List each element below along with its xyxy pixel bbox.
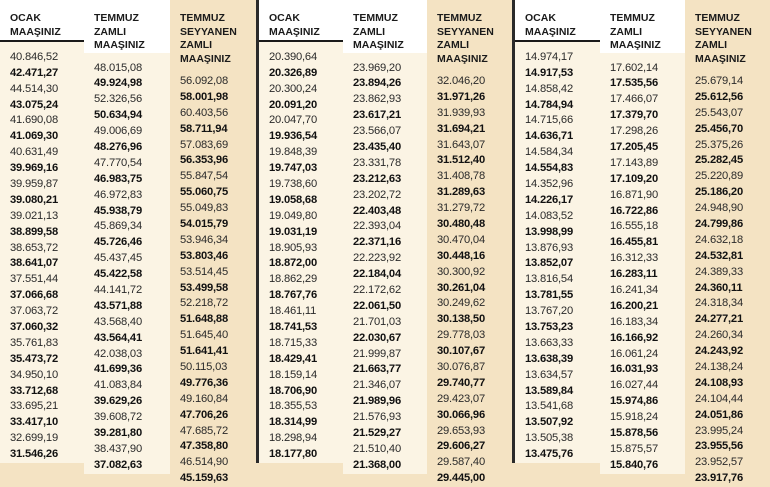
table-cell: 52.218,72 bbox=[180, 297, 228, 310]
table-cell: 30.066,96 bbox=[437, 408, 485, 421]
table-cell: 31.408,78 bbox=[437, 170, 485, 183]
table-cell: 16.166,92 bbox=[610, 331, 658, 344]
table-cell: 17.466,07 bbox=[610, 93, 658, 106]
table-cell: 25.220,89 bbox=[695, 170, 743, 183]
table-cell: 30.470,04 bbox=[437, 233, 485, 246]
table-cell: 13.634,57 bbox=[525, 368, 573, 381]
table-cell: 24.104,44 bbox=[695, 392, 743, 405]
table-cell: 38.641,07 bbox=[10, 257, 58, 270]
table-cell: 24.277,21 bbox=[695, 313, 743, 326]
table-cell: 23.917,76 bbox=[695, 472, 743, 485]
table-cell: 14.226,17 bbox=[525, 193, 573, 206]
table-cell: 29.778,03 bbox=[437, 329, 485, 342]
table-cell: 29.445,00 bbox=[437, 472, 485, 485]
cell-list bbox=[685, 66, 770, 487]
table-cell: 20.300,24 bbox=[269, 82, 317, 95]
column-header-seyyanen: TEMMUZ SEYYANEN ZAMLI MAAŞINIZ bbox=[685, 0, 770, 66]
table-cell: 18.159,14 bbox=[269, 368, 317, 381]
table-cell: 50.634,94 bbox=[94, 109, 142, 122]
table-cell: 19.738,60 bbox=[269, 177, 317, 190]
table-cell: 51.648,88 bbox=[180, 313, 228, 326]
cell-list bbox=[600, 53, 685, 474]
table-cell: 16.031,93 bbox=[610, 363, 658, 376]
table-cell: 34.950,10 bbox=[10, 368, 58, 381]
table-cell: 17.535,56 bbox=[610, 77, 658, 90]
table-cell: 58.001,98 bbox=[180, 90, 228, 103]
column-header-temmuz: TEMMUZ ZAMLI MAAŞINIZ bbox=[343, 0, 427, 53]
table-cell: 14.715,66 bbox=[525, 114, 573, 127]
table-cell: 31.939,93 bbox=[437, 106, 485, 119]
table-cell: 16.871,90 bbox=[610, 188, 658, 201]
table-cell: 41.083,84 bbox=[94, 379, 142, 392]
table-cell: 17.602,14 bbox=[610, 61, 658, 74]
column-header-seyyanen: TEMMUZ SEYYANEN ZAMLI MAAŞINIZ bbox=[427, 0, 512, 66]
table-cell: 23.202,72 bbox=[353, 188, 401, 201]
column-seyyanen bbox=[685, 0, 770, 485]
table-cell: 14.584,34 bbox=[525, 146, 573, 159]
table-cell: 14.917,53 bbox=[525, 66, 573, 79]
table-cell: 49.160,84 bbox=[180, 392, 228, 405]
table-cell: 32.699,19 bbox=[10, 432, 58, 445]
table-cell: 46.514,90 bbox=[180, 456, 228, 469]
table-cell: 45.422,58 bbox=[94, 268, 142, 281]
column-header-temmuz: TEMMUZ ZAMLI MAAŞINIZ bbox=[84, 0, 170, 53]
table-cell: 13.852,07 bbox=[525, 257, 573, 270]
table-cell: 56.353,96 bbox=[180, 154, 228, 167]
table-cell: 19.058,68 bbox=[269, 193, 317, 206]
table-cell: 30.076,87 bbox=[437, 361, 485, 374]
column-ocak bbox=[0, 0, 84, 463]
table-cell: 24.532,81 bbox=[695, 249, 743, 262]
table-cell: 41.699,36 bbox=[94, 363, 142, 376]
table-cell: 46.983,75 bbox=[94, 172, 142, 185]
table-cell: 25.456,70 bbox=[695, 122, 743, 135]
table-cell: 57.083,69 bbox=[180, 138, 228, 151]
table-cell: 35.473,72 bbox=[10, 352, 58, 365]
table-cell: 20.091,20 bbox=[269, 98, 317, 111]
table-cell: 53.514,45 bbox=[180, 265, 228, 278]
table-cell: 38.653,72 bbox=[10, 241, 58, 254]
table-cell: 60.403,56 bbox=[180, 106, 228, 119]
table-cell: 45.938,79 bbox=[94, 204, 142, 217]
table-cell: 29.653,93 bbox=[437, 424, 485, 437]
table-cell: 49.924,98 bbox=[94, 77, 142, 90]
table-cell: 16.183,34 bbox=[610, 315, 658, 328]
table-cell: 19.031,19 bbox=[269, 225, 317, 238]
table-cell: 39.080,21 bbox=[10, 193, 58, 206]
table-cell: 21.368,00 bbox=[353, 458, 401, 471]
table-cell: 25.282,45 bbox=[695, 154, 743, 167]
table-cell: 33.417,10 bbox=[10, 416, 58, 429]
table-group-2 bbox=[259, 0, 512, 485]
table-cell: 23.969,20 bbox=[353, 61, 401, 74]
table-cell: 13.638,39 bbox=[525, 352, 573, 365]
table-cell: 13.475,76 bbox=[525, 448, 573, 461]
table-cell: 31.289,63 bbox=[437, 186, 485, 199]
table-cell: 23.212,63 bbox=[353, 172, 401, 185]
table-cell: 16.722,86 bbox=[610, 204, 658, 217]
table-cell: 40.631,49 bbox=[10, 146, 58, 159]
table-cell: 47.770,54 bbox=[94, 156, 142, 169]
table-cell: 29.606,27 bbox=[437, 440, 485, 453]
table-cell: 13.998,99 bbox=[525, 225, 573, 238]
cell-list bbox=[170, 66, 256, 487]
table-cell: 16.061,24 bbox=[610, 347, 658, 360]
table-cell: 37.066,68 bbox=[10, 289, 58, 302]
table-cell: 23.617,21 bbox=[353, 109, 401, 122]
table-cell: 16.455,81 bbox=[610, 236, 658, 249]
table-cell: 38.899,58 bbox=[10, 225, 58, 238]
table-cell: 33.695,21 bbox=[10, 400, 58, 413]
table-cell: 22.172,62 bbox=[353, 283, 401, 296]
table-cell: 18.429,41 bbox=[269, 352, 317, 365]
table-cell: 23.566,07 bbox=[353, 125, 401, 138]
table-cell: 29.587,40 bbox=[437, 456, 485, 469]
table-cell: 21.510,40 bbox=[353, 442, 401, 455]
column-header-ocak: OCAK MAAŞINIZ bbox=[259, 0, 343, 40]
table-cell: 39.959,87 bbox=[10, 177, 58, 190]
table-cell: 14.554,83 bbox=[525, 162, 573, 175]
column-temmuz bbox=[84, 0, 170, 471]
table-cell: 48.276,96 bbox=[94, 140, 142, 153]
table-cell: 17.143,89 bbox=[610, 156, 658, 169]
table-cell: 24.948,90 bbox=[695, 202, 743, 215]
table-cell: 23.331,78 bbox=[353, 156, 401, 169]
table-group-3 bbox=[515, 0, 770, 485]
table-cell: 16.027,44 bbox=[610, 379, 658, 392]
table-cell: 14.858,42 bbox=[525, 82, 573, 95]
table-cell: 13.753,23 bbox=[525, 320, 573, 333]
table-cell: 21.576,93 bbox=[353, 411, 401, 424]
table-cell: 13.541,68 bbox=[525, 400, 573, 413]
table-cell: 45.726,46 bbox=[94, 236, 142, 249]
table-cell: 19.848,39 bbox=[269, 146, 317, 159]
table-cell: 53.499,58 bbox=[180, 281, 228, 294]
table-cell: 30.480,48 bbox=[437, 218, 485, 231]
table-cell: 40.846,52 bbox=[10, 50, 58, 63]
table-cell: 18.862,29 bbox=[269, 273, 317, 286]
table-cell: 51.641,41 bbox=[180, 345, 228, 358]
table-cell: 32.046,20 bbox=[437, 75, 485, 87]
cell-list bbox=[427, 66, 512, 487]
table-cell: 31.643,07 bbox=[437, 138, 485, 151]
table-cell: 21.346,07 bbox=[353, 379, 401, 392]
table-cell: 20.047,70 bbox=[269, 114, 317, 127]
table-cell: 52.326,56 bbox=[94, 93, 142, 106]
column-seyyanen bbox=[427, 0, 512, 485]
table-cell: 43.568,40 bbox=[94, 315, 142, 328]
table-cell: 30.300,92 bbox=[437, 265, 485, 278]
table-cell: 18.355,53 bbox=[269, 400, 317, 413]
table-cell: 23.894,26 bbox=[353, 77, 401, 90]
table-cell: 14.784,94 bbox=[525, 98, 573, 111]
table-cell: 13.505,38 bbox=[525, 432, 573, 445]
table-cell: 24.108,93 bbox=[695, 376, 743, 389]
cell-list bbox=[0, 42, 84, 463]
table-cell: 16.241,34 bbox=[610, 283, 658, 296]
column-temmuz bbox=[600, 0, 685, 471]
cell-list bbox=[259, 42, 343, 463]
table-cell: 30.249,62 bbox=[437, 297, 485, 310]
table-cell: 45.869,34 bbox=[94, 220, 142, 233]
table-cell: 13.876,93 bbox=[525, 241, 573, 254]
table-cell: 44.141,72 bbox=[94, 283, 142, 296]
table-cell: 16.283,11 bbox=[610, 268, 658, 281]
table-cell: 21.989,96 bbox=[353, 395, 401, 408]
table-cell: 21.999,87 bbox=[353, 347, 401, 360]
table-cell: 21.663,77 bbox=[353, 363, 401, 376]
table-cell: 25.679,14 bbox=[695, 75, 743, 87]
table-cell: 16.312,33 bbox=[610, 252, 658, 265]
table-cell: 39.629,26 bbox=[94, 395, 142, 408]
table-cell: 18.715,33 bbox=[269, 336, 317, 349]
table-cell: 18.872,00 bbox=[269, 257, 317, 270]
table-cell: 45.437,45 bbox=[94, 252, 142, 265]
table-cell: 29.423,07 bbox=[437, 392, 485, 405]
table-cell: 24.318,34 bbox=[695, 297, 743, 310]
table-cell: 50.115,03 bbox=[180, 361, 228, 374]
table-cell: 19.049,80 bbox=[269, 209, 317, 222]
table-cell: 25.543,07 bbox=[695, 106, 743, 119]
table-cell: 49.776,36 bbox=[180, 376, 228, 389]
cell-list bbox=[515, 42, 600, 463]
table-cell: 18.461,11 bbox=[269, 305, 317, 318]
table-cell: 47.358,80 bbox=[180, 440, 228, 453]
column-ocak bbox=[259, 0, 343, 463]
table-cell: 23.995,24 bbox=[695, 424, 743, 437]
table-cell: 20.326,89 bbox=[269, 66, 317, 79]
table-cell: 22.184,04 bbox=[353, 268, 401, 281]
table-cell: 38.437,90 bbox=[94, 442, 142, 455]
table-cell: 24.051,86 bbox=[695, 408, 743, 421]
table-cell: 15.878,56 bbox=[610, 426, 658, 439]
table-cell: 24.260,34 bbox=[695, 329, 743, 342]
table-cell: 39.608,72 bbox=[94, 411, 142, 424]
table-cell: 22.223,92 bbox=[353, 252, 401, 265]
table-cell: 24.243,92 bbox=[695, 345, 743, 358]
table-cell: 22.403,48 bbox=[353, 204, 401, 217]
table-cell: 16.200,21 bbox=[610, 299, 658, 312]
table-cell: 13.589,84 bbox=[525, 384, 573, 397]
table-cell: 18.767,76 bbox=[269, 289, 317, 302]
table-group-1 bbox=[0, 0, 256, 485]
table-cell: 24.632,18 bbox=[695, 233, 743, 246]
table-cell: 21.529,27 bbox=[353, 426, 401, 439]
table-cell: 18.741,53 bbox=[269, 320, 317, 333]
table-cell: 35.761,83 bbox=[10, 336, 58, 349]
table-cell: 47.685,72 bbox=[180, 424, 228, 437]
table-cell: 25.612,56 bbox=[695, 90, 743, 103]
column-header-ocak: OCAK MAAŞINIZ bbox=[515, 0, 600, 40]
table-cell: 24.389,33 bbox=[695, 265, 743, 278]
table-cell: 54.015,79 bbox=[180, 218, 228, 231]
table-cell: 17.109,20 bbox=[610, 172, 658, 185]
table-cell: 14.636,71 bbox=[525, 130, 573, 143]
table-cell: 39.021,13 bbox=[10, 209, 58, 222]
table-cell: 22.371,16 bbox=[353, 236, 401, 249]
table-cell: 15.974,86 bbox=[610, 395, 658, 408]
cell-list bbox=[84, 53, 170, 474]
table-cell: 14.352,96 bbox=[525, 177, 573, 190]
table-cell: 23.955,56 bbox=[695, 440, 743, 453]
table-cell: 30.261,04 bbox=[437, 281, 485, 294]
table-cell: 31.546,26 bbox=[10, 448, 58, 461]
table-cell: 22.061,50 bbox=[353, 299, 401, 312]
table-cell: 41.690,08 bbox=[10, 114, 58, 127]
table-cell: 31.512,40 bbox=[437, 154, 485, 167]
table-cell: 55.060,75 bbox=[180, 186, 228, 199]
table-cell: 13.816,54 bbox=[525, 273, 573, 286]
table-cell: 47.706,26 bbox=[180, 408, 228, 421]
table-cell: 42.471,27 bbox=[10, 66, 58, 79]
table-cell: 44.514,30 bbox=[10, 82, 58, 95]
table-cell: 37.551,44 bbox=[10, 273, 58, 286]
table-cell: 51.645,40 bbox=[180, 329, 228, 342]
table-cell: 14.974,17 bbox=[525, 50, 573, 63]
table-cell: 20.390,64 bbox=[269, 50, 317, 63]
table-cell: 55.847,54 bbox=[180, 170, 228, 183]
table-cell: 13.507,92 bbox=[525, 416, 573, 429]
table-cell: 16.555,18 bbox=[610, 220, 658, 233]
table-cell: 53.946,34 bbox=[180, 233, 228, 246]
table-cell: 30.448,16 bbox=[437, 249, 485, 262]
table-cell: 18.298,94 bbox=[269, 432, 317, 445]
table-cell: 49.006,69 bbox=[94, 125, 142, 138]
table-cell: 18.314,99 bbox=[269, 416, 317, 429]
table-cell: 23.435,40 bbox=[353, 140, 401, 153]
table-cell: 25.186,20 bbox=[695, 186, 743, 199]
table-cell: 15.840,76 bbox=[610, 458, 658, 471]
table-cell: 18.706,90 bbox=[269, 384, 317, 397]
table-cell: 22.393,04 bbox=[353, 220, 401, 233]
table-cell: 13.767,20 bbox=[525, 305, 573, 318]
table-cell: 46.972,83 bbox=[94, 188, 142, 201]
table-cell: 43.564,41 bbox=[94, 331, 142, 344]
cell-list bbox=[343, 53, 427, 474]
table-cell: 39.969,16 bbox=[10, 162, 58, 175]
table-cell: 58.711,94 bbox=[180, 122, 228, 135]
table-cell: 42.038,03 bbox=[94, 347, 142, 360]
table-cell: 21.701,03 bbox=[353, 315, 401, 328]
table-cell: 39.281,80 bbox=[94, 426, 142, 439]
table-cell: 24.138,24 bbox=[695, 361, 743, 374]
table-cell: 17.379,70 bbox=[610, 109, 658, 122]
table-cell: 18.177,80 bbox=[269, 448, 317, 461]
table-cell: 53.803,46 bbox=[180, 249, 228, 262]
column-header-temmuz: TEMMUZ ZAMLI MAAŞINIZ bbox=[600, 0, 685, 53]
table-cell: 24.360,11 bbox=[695, 281, 743, 294]
table-cell: 43.075,24 bbox=[10, 98, 58, 111]
table-cell: 15.875,57 bbox=[610, 442, 658, 455]
table-cell: 33.712,68 bbox=[10, 384, 58, 397]
column-header-ocak: OCAK MAAŞINIZ bbox=[0, 0, 84, 40]
table-cell: 13.663,33 bbox=[525, 336, 573, 349]
table-cell: 30.107,67 bbox=[437, 345, 485, 358]
table-cell: 48.015,08 bbox=[94, 61, 142, 74]
column-ocak bbox=[515, 0, 600, 463]
table-cell: 23.952,57 bbox=[695, 456, 743, 469]
table-cell: 14.083,52 bbox=[525, 209, 573, 222]
table-cell: 37.082,63 bbox=[94, 458, 142, 471]
table-cell: 37.063,72 bbox=[10, 305, 58, 318]
table-cell: 31.694,21 bbox=[437, 122, 485, 135]
table-cell: 18.905,93 bbox=[269, 241, 317, 254]
column-header-seyyanen: TEMMUZ SEYYANEN ZAMLI MAAŞINIZ bbox=[170, 0, 256, 66]
table-cell: 13.781,55 bbox=[525, 289, 573, 302]
table-cell: 24.799,86 bbox=[695, 218, 743, 231]
table-cell: 56.092,08 bbox=[180, 75, 228, 87]
table-cell: 30.138,50 bbox=[437, 313, 485, 326]
table-cell: 55.049,83 bbox=[180, 202, 228, 215]
table-cell: 45.159,63 bbox=[180, 472, 228, 485]
table-cell: 15.918,24 bbox=[610, 411, 658, 424]
column-temmuz bbox=[343, 0, 427, 471]
column-seyyanen bbox=[170, 0, 256, 485]
table-cell: 17.298,26 bbox=[610, 125, 658, 138]
table-cell: 19.747,03 bbox=[269, 162, 317, 175]
table-cell: 19.936,54 bbox=[269, 130, 317, 143]
table-cell: 22.030,67 bbox=[353, 331, 401, 344]
table-cell: 43.571,88 bbox=[94, 299, 142, 312]
table-cell: 23.862,93 bbox=[353, 93, 401, 106]
table-cell: 37.060,32 bbox=[10, 320, 58, 333]
table-cell: 25.375,26 bbox=[695, 138, 743, 151]
table-cell: 17.205,45 bbox=[610, 140, 658, 153]
table-cell: 31.971,26 bbox=[437, 90, 485, 103]
table-cell: 31.279,72 bbox=[437, 202, 485, 215]
table-cell: 29.740,77 bbox=[437, 376, 485, 389]
table-cell: 41.069,30 bbox=[10, 130, 58, 143]
